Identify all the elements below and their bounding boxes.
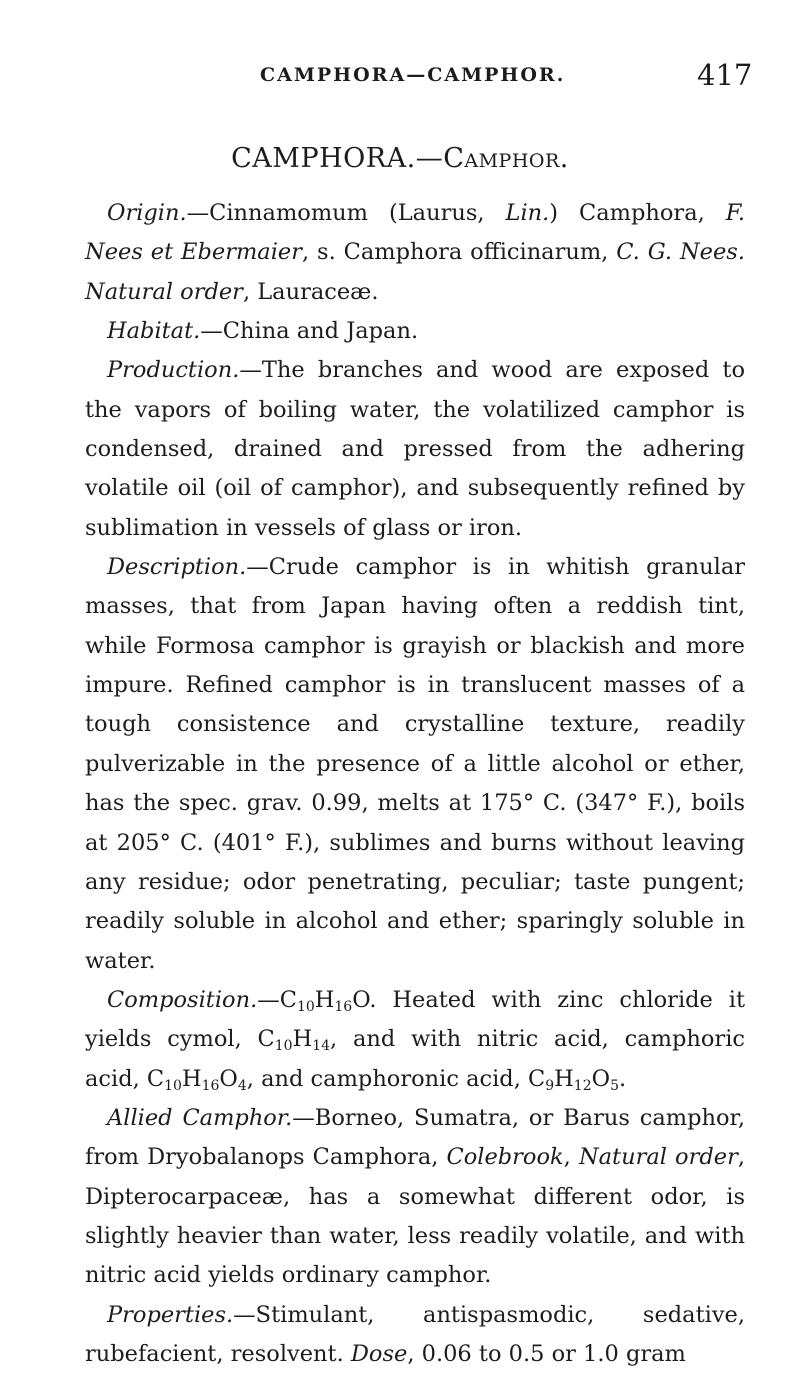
entry-body: [85, 194, 745, 1374]
habitat-label: Habitat.: [107, 318, 201, 345]
allied-camphor-label: Allied Camphor.: [107, 1104, 293, 1131]
entry-heading: [0, 143, 800, 174]
allied-camphor-paragraph: Allied Camphor.—Borneo, Sumatra, or Barus camphor, from Dryobalanops Camphora, Colebrook, Natural order, Dipterocarpaceæ, has a somewhat different odor, is slightly heavier than water, less readily volatile, and with nitric acid yields ordinary camphor.: [85, 1104, 745, 1289]
natural-order-label: Natural order: [578, 1144, 738, 1171]
habitat-paragraph: [85, 312, 745, 351]
production-label: Production.: [107, 357, 240, 384]
description-text: —Crude camphor is in whitish granular masses, that from Japan having often a reddish tint, while Formosa camphor is grayish or blackish and more impure. Refined camphor is in translucent masses of a tough consistence and crystalline texture, readily pulverizable in the presence of a little alcohol or ether, has the spec. grav. 0.99, melts at 175° C. (347° F.), boils at 205° C. (401° F.), sublimes and burns without leaving any residue; odor penetrating, peculiar; taste pungent; readily soluble in alcohol and ether; sparingly soluble in water.: [85, 554, 745, 974]
authority-cg-nees: C. G. Nees.: [616, 239, 745, 266]
entry-heading-main: CAMPHORA.: [231, 143, 416, 174]
description-label: Description.: [107, 554, 247, 581]
production-paragraph: [85, 351, 745, 548]
authority-colebrook: Colebrook: [446, 1144, 564, 1171]
page-number: 417: [697, 58, 753, 92]
authority-nees-ebermaier: F. Nees et Ebermaier: [85, 200, 745, 266]
dose-label: Dose: [350, 1340, 408, 1367]
composition-paragraph: $Composition.—C_{10}H_{16}O$. Heated with zinc chloride it yields cymol, $C_{10}H_{14}$, and with nitric acid, camphoric acid, $C_{10}H_{16}O_4$, and camphoronic acid, $C_9H_{12}O_5$.: [85, 986, 745, 1094]
entry-heading-sub: —Camphor.: [415, 143, 569, 174]
production-text: —The branches and wood are exposed to the vapors of boiling water, the volatilized camphor is condensed, drained and pressed from the adhering volatile oil (oil of camphor), and subsequently refined by sublimation in vessels of glass or iron.: [85, 357, 745, 541]
origin-paragraph: Origin.—Cinnamomum (Laurus, Lin.) Camphora, F. Nees et Ebermaier, s. Camphora officinarum, C. G. Nees. Natural order, Lauraceæ.: [85, 200, 745, 305]
composition-label: Composition.: [107, 986, 258, 1013]
dose-text: , 0.06 to 0.5 or 1.0 gram: [407, 1340, 686, 1367]
habitat-text: —China and Japan.: [200, 318, 419, 345]
properties-label: Properties.: [107, 1301, 234, 1328]
origin-label: Origin.: [107, 200, 187, 226]
running-head: [0, 58, 800, 98]
natural-order-label: Natural order: [85, 278, 243, 305]
properties-paragraph: Properties.—Stimulant, antispasmodic, sedative, rubefacient, resolvent. Dose, 0.06 to 0.5 or 1.0 gram: [85, 1301, 745, 1367]
running-title: CAMPHORA—CAMPHOR.: [260, 64, 566, 86]
description-paragraph: [85, 548, 745, 981]
linnaeus-abbrev: Lin.: [505, 200, 550, 226]
